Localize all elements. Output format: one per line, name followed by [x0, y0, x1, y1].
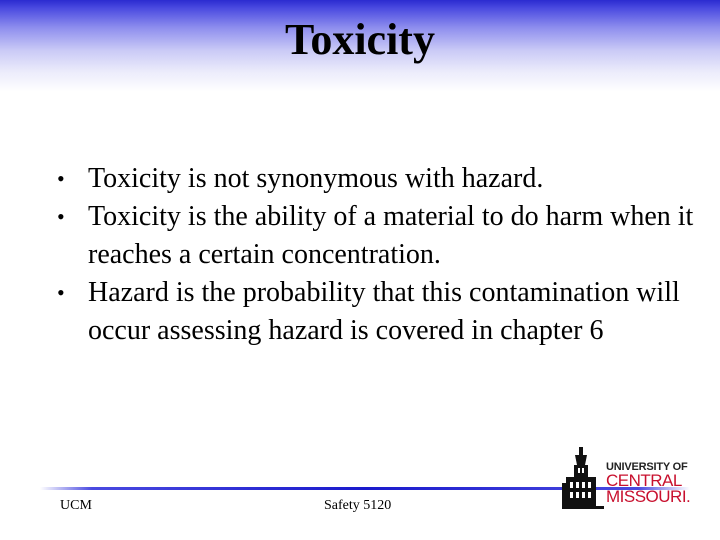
slide-title: Toxicity [285, 15, 435, 64]
footer-center-text: Safety 5120 [324, 498, 392, 513]
bullet-item [57, 198, 697, 274]
logo-wordmark [606, 462, 696, 505]
logo-line-university: UNIVERSITY OF [606, 461, 688, 473]
bullet-item [57, 160, 697, 198]
bullet-list [57, 160, 697, 350]
bullet-marker: • [57, 204, 65, 229]
footer-left-text: UCM [60, 498, 92, 513]
logo-line-missouri: MISSOURI. [606, 487, 691, 506]
logo-line-central: CENTRAL [606, 471, 682, 490]
bullet-marker: • [57, 166, 65, 191]
building-icon [562, 447, 604, 509]
bullet-marker: • [57, 280, 65, 305]
bullet-item [57, 274, 697, 350]
university-logo [562, 447, 696, 509]
bullet-text: Toxicity is not synonymous with hazard. [88, 163, 544, 194]
bullet-text: Toxicity is the ability of a material to do harm when it reaches a certain concentration. [88, 201, 694, 270]
bullet-text: Hazard is the probability that this contamination will occur assessing hazard is covered in chapter 6 [88, 277, 680, 346]
